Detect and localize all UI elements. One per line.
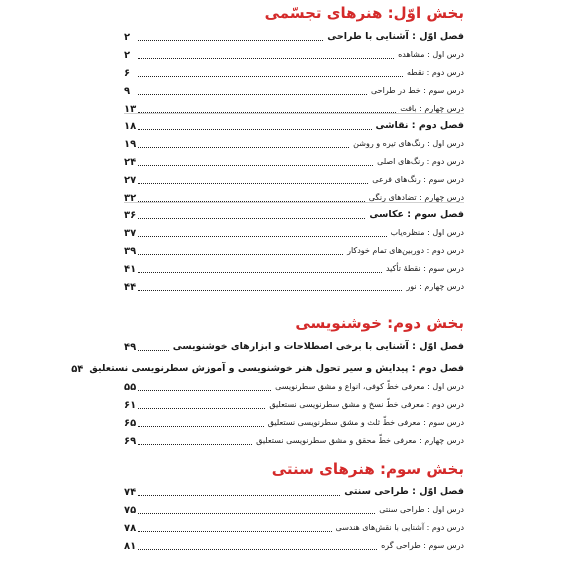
lesson-title: درس دوم : معرفی خطّ نسخ و مشق سطرنویسی نستعلیق: [269, 400, 464, 409]
lesson-entry[interactable]: [124, 539, 464, 553]
page-number: ۲۴: [124, 156, 137, 168]
page-number: ۲۷: [124, 174, 137, 186]
page-number: ۲: [124, 31, 131, 43]
page-number: ۶۵: [124, 417, 137, 429]
section-divider: [124, 113, 464, 114]
dot-leader: [138, 426, 264, 427]
dot-leader: [138, 531, 331, 532]
lesson-title: درس سوم : خط در طراحی: [371, 86, 464, 95]
dot-leader: [138, 254, 343, 255]
part-title: بخش سوم: هنرهای سنتی: [271, 460, 464, 478]
page-number: ۱۸: [124, 120, 137, 132]
lesson-title: درس سوم : طراحی گره: [381, 541, 464, 550]
lesson-entry[interactable]: [124, 521, 464, 535]
dot-leader: [138, 495, 340, 496]
lesson-title: درس اول : معرفی خطّ کوفی، انواع و مشق سطرنویسی: [275, 382, 464, 391]
lesson-entry[interactable]: [124, 262, 464, 276]
lesson-entry[interactable]: [124, 416, 464, 430]
chapter-entry[interactable]: [124, 30, 464, 44]
page-number: ۵۴: [71, 363, 84, 375]
chapter-entry[interactable]: [124, 119, 464, 133]
lesson-title: درس دوم : آشنایی با نقش‌های هندسی: [335, 523, 464, 532]
chapter-title: فصل اوّل : آشنایی با طراحی: [327, 31, 464, 42]
chapter-entry[interactable]: [124, 485, 464, 499]
dot-leader: [138, 290, 402, 291]
page-number: ۴۱: [124, 263, 137, 275]
dot-leader: [138, 58, 394, 59]
lesson-entry[interactable]: [124, 380, 464, 394]
section-divider: [124, 202, 464, 203]
chapter-title: فصل اوّل : طراحی سنتی: [344, 486, 464, 497]
lesson-entry[interactable]: [124, 398, 464, 412]
page-number: ۲: [124, 49, 131, 61]
page-number: ۷۴: [124, 486, 137, 498]
lesson-title: درس دوم : نقطه: [406, 68, 464, 77]
page-number: ۱۹: [124, 138, 137, 150]
lesson-entry[interactable]: [124, 155, 464, 169]
dot-leader: [138, 40, 323, 41]
dot-leader: [138, 390, 271, 391]
lesson-title: درس اول : رنگ‌های تیره و روشن: [353, 139, 464, 148]
lesson-entry[interactable]: [124, 280, 464, 294]
dot-leader: [138, 94, 367, 95]
page-number: ۸۱: [124, 540, 137, 552]
chapter-title: فصل اوّل : آشنایی با برخی اصطلاحات و ابزارهای خوشنویسی: [172, 341, 464, 352]
page-number: ۶۹: [124, 435, 137, 447]
dot-leader: [138, 183, 368, 184]
page-number: ۴۴: [124, 281, 137, 293]
dot-leader: [138, 129, 371, 130]
lesson-entry[interactable]: [124, 173, 464, 187]
chapter-entry[interactable]: [71, 362, 464, 376]
lesson-entry[interactable]: [124, 48, 464, 62]
lesson-entry[interactable]: [124, 84, 464, 98]
page-number: ۹: [124, 85, 131, 97]
lesson-title: درس دوم : رنگ‌های اصلی: [377, 157, 464, 166]
part-title: بخش دوم: خوشنویسی: [295, 314, 464, 332]
part-title: بخش اوّل: هنرهای تجسّمی: [264, 4, 464, 22]
page-number: ۱۳: [124, 103, 137, 115]
page-number: ۳۷: [124, 227, 137, 239]
lesson-title: درس چهارم : تضادهای رنگی: [368, 193, 464, 202]
page-number: ۷۸: [124, 522, 137, 534]
page-number: ۶: [124, 67, 131, 79]
dot-leader: [138, 147, 349, 148]
page-number: ۵۵: [124, 381, 137, 393]
lesson-title: درس اول : طراحی سنتی: [379, 505, 464, 514]
chapter-title: فصل دوم : پیدایش و سیر تحول هنر خوشنویسی و آموزش سطرنویسی نستعلیق: [89, 363, 464, 374]
page-number: ۷۵: [124, 504, 137, 516]
lesson-title: درس سوم : نقطهٔ تأکید: [385, 264, 464, 273]
lesson-title: درس چهارم : معرفی خطّ محقق و مشق سطرنویسی نستعلیق: [256, 436, 464, 445]
dot-leader: [138, 513, 375, 514]
lesson-title: درس سوم : رنگ‌های فرعی: [372, 175, 464, 184]
dot-leader: [138, 408, 265, 409]
lesson-entry[interactable]: [124, 503, 464, 517]
lesson-title: درس اول : مشاهده: [398, 50, 464, 59]
page-number: ۳۲: [124, 192, 137, 204]
chapter-title: فصل دوم : نقاشی: [375, 120, 464, 131]
chapter-entry[interactable]: [124, 208, 464, 222]
page-number: ۳۹: [124, 245, 137, 257]
page-number: ۴۹: [124, 341, 137, 353]
lesson-title: درس سوم : معرفی خطّ ثلث و مشق سطرنویسی نستعلیق: [267, 418, 464, 427]
lesson-entry[interactable]: [124, 244, 464, 258]
chapter-title: فصل سوم : عکاسی: [369, 209, 464, 220]
lesson-entry[interactable]: [124, 226, 464, 240]
dot-leader: [138, 350, 169, 351]
dot-leader: [138, 236, 386, 237]
dot-leader: [138, 549, 377, 550]
lesson-entry[interactable]: [124, 434, 464, 448]
page-number: ۶۱: [124, 399, 137, 411]
dot-leader: [138, 76, 403, 77]
lesson-entry[interactable]: [124, 66, 464, 80]
dot-leader: [138, 165, 373, 166]
chapter-entry[interactable]: [124, 340, 464, 354]
dot-leader: [138, 218, 365, 219]
dot-leader: [138, 444, 252, 445]
lesson-title: درس چهارم : نور: [406, 282, 464, 291]
lesson-entry[interactable]: [124, 137, 464, 151]
lesson-title: درس اول : منظره‌یاب: [390, 228, 464, 237]
page-number: ۳۶: [124, 209, 137, 221]
lesson-title: درس چهارم : بافت: [400, 104, 464, 113]
lesson-title: درس دوم : دوربین‌های تمام خودکار: [347, 246, 464, 255]
dot-leader: [138, 272, 382, 273]
